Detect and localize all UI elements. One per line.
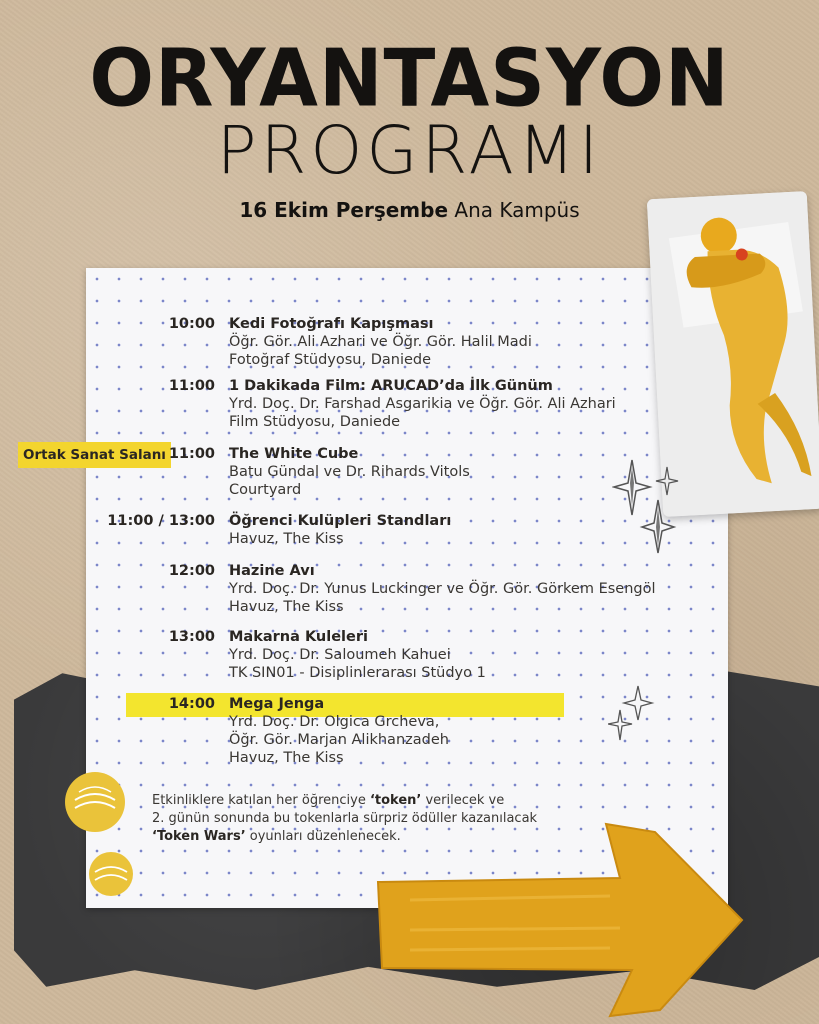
event-detail: Courtyard — [229, 482, 302, 498]
subtitle-place: Ana Kampüs — [454, 198, 580, 222]
event-name: 1 Dakikada Film: ARUCAD’da İlk Günüm — [229, 378, 553, 394]
note-text: Etkinliklere katılan her öğrenciye — [152, 793, 370, 808]
event-time: 11:00 / 13:00 — [107, 513, 215, 529]
ortak-sanat-salani-label: Ortak Sanat Salanı — [18, 442, 171, 468]
event-detail: Öğr. Gör. Marjan Alikhanzadeh — [229, 732, 449, 748]
event-name: Öğrenci Kulüpleri Standları — [229, 513, 452, 529]
event-name: Hazine Avı — [229, 563, 315, 579]
event-detail: Havuz, The Kiss — [229, 750, 344, 766]
note-text: 2. günün sonunda bu tokenlarla sürpriz ödüller kazanılacak — [152, 811, 538, 826]
event-name: Mega Jenga — [229, 696, 325, 712]
event-detail: Havuz, The Kiss — [229, 599, 344, 615]
event-detail: Yrd. Doç. Dr. Farshad Asgarikia ve Öğr. Gör. Ali Azhari — [229, 396, 616, 412]
event-detail: Havuz, The Kiss — [229, 531, 344, 547]
event-name: The White Cube — [229, 446, 359, 462]
title-oryantasyon: ORYANTASYON — [89, 30, 730, 125]
token-icon — [63, 770, 127, 834]
event-time: 11:00 — [168, 378, 215, 394]
event-detail: Fotoğraf Stüdyosu, Daniede — [229, 352, 432, 368]
event-time: 10:00 — [168, 316, 215, 332]
event-detail: Batu Gündal ve Dr. Rihards Vitols — [229, 464, 470, 480]
event-name: Makarna Kuleleri — [229, 629, 368, 645]
event-time: 13:00 — [168, 629, 215, 645]
event-time: 14:00 — [168, 696, 215, 712]
sparkle-icon — [612, 455, 682, 555]
event-detail: Öğr. Gör. Ali Azhari ve Öğr. Gör. Halil Madi — [229, 334, 532, 350]
event-detail: TK SIN01 - Disiplinlerarası Stüdyo 1 — [229, 665, 486, 681]
title-programi: PROGRAMI — [216, 112, 603, 189]
note-token-wars: ‘Token Wars’ — [152, 829, 246, 844]
event-time: 11:00 — [168, 446, 215, 462]
note-text: verilecek ve — [421, 793, 505, 808]
sparkle-icon — [608, 684, 656, 744]
event-name: Kedi Fotoğrafı Kapışması — [229, 316, 434, 332]
event-time: 12:00 — [168, 563, 215, 579]
event-detail: Yrd. Doç. Dr. Saloumeh Kahuei — [229, 647, 451, 663]
arrow-icon — [370, 820, 750, 1020]
subtitle-date: 16 Ekim Perşembe — [239, 198, 449, 222]
note-text: oyunları düzenlenecek. — [245, 829, 401, 844]
event-detail: Yrd. Doç. Dr. Olgica Grcheva, — [229, 714, 440, 730]
token-icon — [87, 850, 135, 898]
event-detail: Yrd. Doç. Dr. Yunus Luckinger ve Öğr. Gör. Görkem Esengöl — [229, 581, 656, 597]
event-detail: Film Stüdyosu, Daniede — [229, 414, 401, 430]
note-token: ‘token’ — [369, 793, 422, 808]
